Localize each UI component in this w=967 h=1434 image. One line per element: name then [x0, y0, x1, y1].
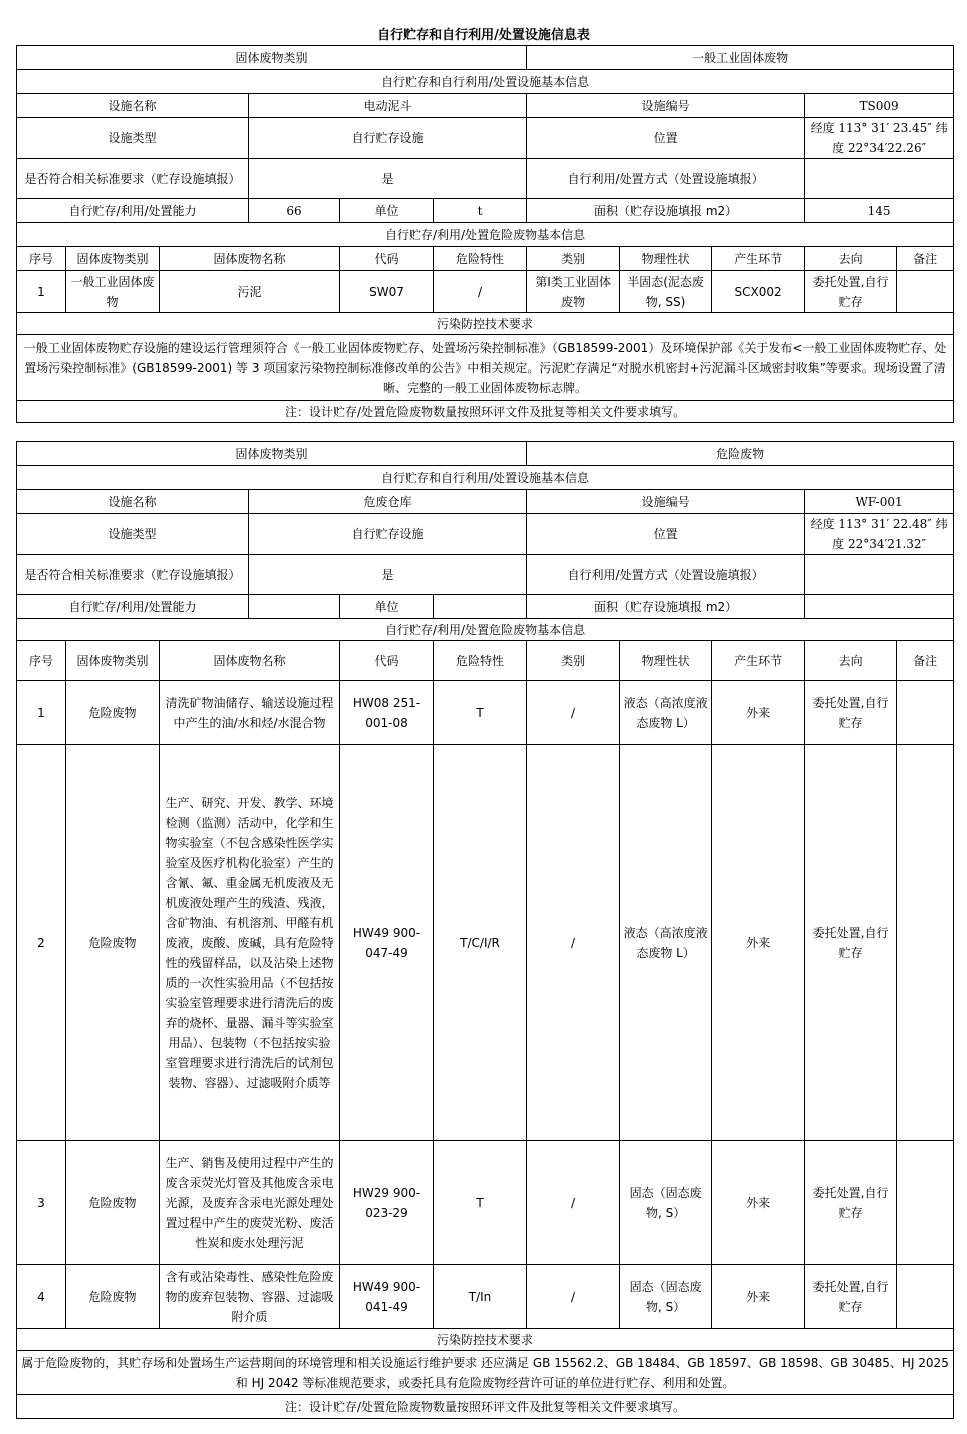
facility-type-value: 自行贮存设施: [249, 118, 527, 159]
location-label: 位置: [527, 514, 805, 555]
col-header: 产生环节: [712, 641, 805, 681]
row-class: /: [527, 1141, 620, 1265]
table-row: [17, 745, 954, 1141]
table-row: [17, 681, 954, 745]
row-class: /: [527, 681, 620, 745]
col-header: 备注: [897, 641, 954, 681]
row-no: 4: [17, 1265, 66, 1329]
row-destination: 委托处置,自行贮存: [805, 1141, 897, 1265]
row-hazard: /: [434, 271, 527, 313]
row-code: HW29 900-023-29: [340, 1141, 434, 1265]
col-header: 类别: [527, 641, 620, 681]
row-state: 半固态(泥态废物, SS): [620, 271, 712, 313]
col-header: 物理性状: [620, 247, 712, 271]
tech-header: 污染防控技术要求: [17, 313, 954, 335]
col-header: 序号: [17, 641, 66, 681]
row-no: 2: [17, 745, 66, 1141]
row-no: 1: [17, 681, 66, 745]
row-name: 污泥: [160, 271, 340, 313]
facility-code-value: TS009: [805, 94, 954, 118]
row-destination: 委托处置,自行贮存: [805, 1265, 897, 1329]
waste-info-header: 自行贮存/利用/处置危险废物基本信息: [17, 223, 954, 247]
area-value: 145: [805, 199, 954, 223]
category-label: 固体废物类别: [17, 46, 527, 70]
location-label: 位置: [527, 118, 805, 159]
compliance-value: 是: [249, 555, 527, 595]
row-state: 液态（高浓度液态废物 L）: [620, 681, 712, 745]
note-text: 注：设计贮存/处置危险废物数量按照环评文件及批复等相关文件要求填写。: [17, 1395, 954, 1419]
category-value: 一般工业固体废物: [527, 46, 954, 70]
col-header: 代码: [340, 247, 434, 271]
capacity-value: 66: [249, 199, 340, 223]
col-header: 备注: [897, 247, 954, 271]
tech-header: 污染防控技术要求: [17, 1329, 954, 1351]
basic-info-header: 自行贮存和自行利用/处置设施基本信息: [17, 70, 954, 94]
capacity-label: 自行贮存/利用/处置能力: [17, 199, 249, 223]
col-header: 危险特性: [434, 247, 527, 271]
row-name: 生产、研究、开发、教学、环境检测（监测）活动中，化学和生物实验室（不包含感染性医学实验室及医疗机构化验室）产生的含氰、氟、重金属无机废液及无机废液处理产生的残渣、残液，含矿物油、有机溶剂、甲醛有机废液，废酸、废碱，具有危险特性的残留样品，以及沾染上述物质的一次性实验用品（不包括按实验室管理要求进行清洗后的废弃的烧杯、量器、漏斗等实验室用品）、包装物（不包括按实验室管理要求进行清洗后的试剂包装物、容器）、过滤吸附介质等: [160, 745, 340, 1141]
row-state: 固态（固态废物, S）: [620, 1265, 712, 1329]
row-destination: 委托处置,自行贮存: [805, 271, 897, 313]
compliance-label: 是否符合相关标准要求（贮存设施填报）: [17, 159, 249, 199]
row-destination: 委托处置,自行贮存: [805, 745, 897, 1141]
col-header: 固体废物名称: [160, 247, 340, 271]
facility-name-label: 设施名称: [17, 490, 249, 514]
method-value: [805, 555, 954, 595]
row-name: 生产、销售及使用过程中产生的废含汞荧光灯管及其他废含汞电光源，及废弃含汞电光源处理处置过程中产生的废荧光粉、废活性炭和废水处理污泥: [160, 1141, 340, 1265]
tech-text: 属于危险废物的，其贮存场和处置场生产运营期间的环境管理和相关设施运行维护要求 还应满足 GB 15562.2、GB 18484、GB 18597、GB 18598、GB 30485、HJ 2025 和 HJ 2042 等标准规范要求，或委托具有危险废物经营许可证的单位进行贮存、利用和处置。: [17, 1351, 954, 1395]
col-header: 固体废物类别: [66, 641, 160, 681]
row-no: 3: [17, 1141, 66, 1265]
method-value: [805, 159, 954, 199]
row-category: 危险废物: [66, 681, 160, 745]
table-row: [17, 1141, 954, 1265]
location-value: 经度 113° 31′ 23.45″ 纬度 22°34′22.26″: [805, 118, 954, 159]
col-header: 固体废物类别: [66, 247, 160, 271]
col-header: 代码: [340, 641, 434, 681]
area-label: 面积（贮存设施填报 m2）: [527, 595, 805, 619]
row-remark: [897, 271, 954, 313]
col-header: 物理性状: [620, 641, 712, 681]
row-remark: [897, 745, 954, 1141]
row-category: 危险废物: [66, 1265, 160, 1329]
facility-table-2: [16, 441, 954, 1419]
row-class: /: [527, 745, 620, 1141]
row-remark: [897, 1141, 954, 1265]
col-header: 类别: [527, 247, 620, 271]
facility-table-1: [16, 45, 954, 423]
basic-info-header: 自行贮存和自行利用/处置设施基本信息: [17, 466, 954, 490]
row-stage: 外来: [712, 745, 805, 1141]
row-remark: [897, 1265, 954, 1329]
category-value: 危险废物: [527, 442, 954, 466]
row-class: 第Ⅰ类工业固体废物: [527, 271, 620, 313]
facility-type-label: 设施类型: [17, 514, 249, 555]
capacity-label: 自行贮存/利用/处置能力: [17, 595, 249, 619]
note-text: 注：设计贮存/处置危险废物数量按照环评文件及批复等相关文件要求填写。: [17, 401, 954, 423]
page-title: 自行贮存和自行利用/处置设施信息表: [377, 28, 590, 43]
row-code: HW08 251-001-08: [340, 681, 434, 745]
row-state: 液态（高浓度液态废物 L）: [620, 745, 712, 1141]
row-stage: 外来: [712, 1141, 805, 1265]
category-label: 固体废物类别: [17, 442, 527, 466]
col-header: 危险特性: [434, 641, 527, 681]
col-header: 产生环节: [712, 247, 805, 271]
row-hazard: T/C/I/R: [434, 745, 527, 1141]
row-stage: SCX002: [712, 271, 805, 313]
facility-type-label: 设施类型: [17, 118, 249, 159]
row-destination: 委托处置,自行贮存: [805, 681, 897, 745]
row-remark: [897, 681, 954, 745]
row-category: 危险废物: [66, 745, 160, 1141]
row-state: 固态（固态废物, S）: [620, 1141, 712, 1265]
tech-text: 一般工业固体废物贮存设施的建设运行管理须符合《一般工业固体废物贮存、处置场污染控制标准》（GB18599-2001）及环境保护部《关于发布<一般工业固体废物贮存、处置场污染控制标准》(GB18599-2001) 等 3 项国家污染物控制标准修改单的公告》中相关规定。污泥贮存满足“对脱水机密封+污泥漏斗区域密封收集”等要求。现场设置了清晰、完整的一般工业固体废物标志牌。: [17, 335, 954, 401]
row-code: SW07: [340, 271, 434, 313]
row-stage: 外来: [712, 681, 805, 745]
facility-name-value: 危废仓库: [249, 490, 527, 514]
row-class: /: [527, 1265, 620, 1329]
row-hazard: T: [434, 1141, 527, 1265]
table-row: [17, 1265, 954, 1329]
col-header: 序号: [17, 247, 66, 271]
col-header: 去向: [805, 641, 897, 681]
unit-label: 单位: [340, 199, 434, 223]
table-row: [17, 271, 954, 313]
facility-type-value: 自行贮存设施: [249, 514, 527, 555]
col-header: 去向: [805, 247, 897, 271]
facility-code-label: 设施编号: [527, 490, 805, 514]
facility-name-label: 设施名称: [17, 94, 249, 118]
area-value: [805, 595, 954, 619]
row-hazard: T/In: [434, 1265, 527, 1329]
unit-value: t: [434, 199, 527, 223]
compliance-value: 是: [249, 159, 527, 199]
row-no: 1: [17, 271, 66, 313]
capacity-value: [249, 595, 340, 619]
method-label: 自行利用/处置方式（处置设施填报）: [527, 159, 805, 199]
row-stage: 外来: [712, 1265, 805, 1329]
method-label: 自行利用/处置方式（处置设施填报）: [527, 555, 805, 595]
row-name: 含有或沾染毒性、感染性危险废物的废弃包装物、容器、过滤吸附介质: [160, 1265, 340, 1329]
facility-name-value: 电动泥斗: [249, 94, 527, 118]
facility-code-value: WF-001: [805, 490, 954, 514]
waste-info-header: 自行贮存/利用/处置危险废物基本信息: [17, 619, 954, 641]
row-code: HW49 900-041-49: [340, 1265, 434, 1329]
unit-value: [434, 595, 527, 619]
row-code: HW49 900-047-49: [340, 745, 434, 1141]
facility-code-label: 设施编号: [527, 94, 805, 118]
row-name: 清洗矿物油储存、输送设施过程中产生的油/水和烃/水混合物: [160, 681, 340, 745]
unit-label: 单位: [340, 595, 434, 619]
area-label: 面积（贮存设施填报 m2）: [527, 199, 805, 223]
row-category: 一般工业固体废物: [66, 271, 160, 313]
compliance-label: 是否符合相关标准要求（贮存设施填报）: [17, 555, 249, 595]
location-value: 经度 113° 31′ 22.48″ 纬度 22°34′21.32″: [805, 514, 954, 555]
col-header: 固体废物名称: [160, 641, 340, 681]
row-hazard: T: [434, 681, 527, 745]
row-category: 危险废物: [66, 1141, 160, 1265]
